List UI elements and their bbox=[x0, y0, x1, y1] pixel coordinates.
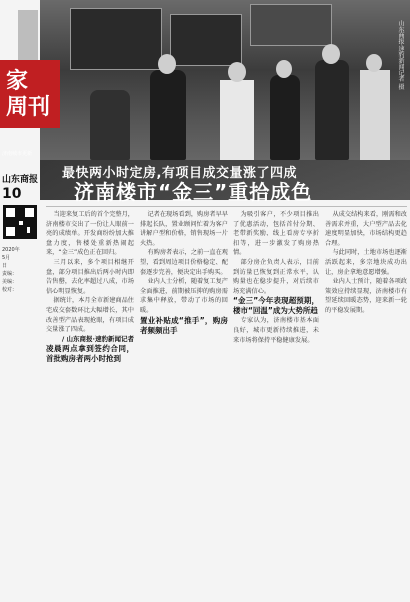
brand-title-line2: 周刊 bbox=[6, 94, 51, 120]
divider bbox=[46, 206, 407, 207]
paragraph: 据统计，本月全市新建商品住宅成交套数环比大幅增长，其中改善型产品表现抢眼，有项目成交量涨了四成。 bbox=[46, 297, 134, 334]
section-brand bbox=[0, 60, 60, 128]
paragraph: 专家认为，济南楼市基本面良好，城市更新持续推进，未来市场将保持平稳健康发展。 bbox=[233, 317, 319, 344]
headline: 济南楼市“金三”重拾成色 bbox=[74, 180, 313, 204]
display-screen bbox=[70, 8, 162, 70]
paragraph: 当迎来复工后的首个完整月，济南楼市交出了一份让人眼前一亮的成绩单。开发商纷纷加大推盘力度，售楼处重新热闹起来，“金三”成色正在回归。 bbox=[46, 211, 134, 257]
qr-code-icon bbox=[3, 205, 37, 239]
person-figure bbox=[90, 90, 130, 160]
article-column-1 bbox=[46, 210, 134, 598]
article-column-3 bbox=[233, 210, 319, 598]
paragraph: 为吸引客户，不少项目推出了优惠活动，包括首付分期、老带新奖励、线上看房专享折扣等，进一步激发了购房热情。 bbox=[233, 211, 319, 257]
issue-info-line: 美编： bbox=[2, 279, 18, 285]
paper-name: 山东商报 bbox=[2, 175, 39, 185]
person-head bbox=[276, 60, 292, 78]
issue-info-line: 5月 bbox=[2, 255, 11, 261]
issue-info-line: 2020年 bbox=[2, 247, 20, 253]
paragraph: 与此同时，土地市场也逐渐活跃起来，多宗地块成功出让，房企拿地意愿增强。 bbox=[325, 249, 407, 276]
display-screen bbox=[170, 14, 242, 66]
display-screen bbox=[250, 4, 332, 46]
paragraph: 从成交结构来看，刚需和改善需求并重，大户型产品去化速度明显加快，市场结构更趋合理。 bbox=[325, 211, 407, 247]
paragraph: 业内人士预计，随着各项政策效应持续显现，济南楼市有望延续回暖态势，迎来新一轮的平稳发展期。 bbox=[325, 278, 407, 314]
subheadline: 最快两小时定房,有项目成交量涨了四成 bbox=[62, 166, 297, 181]
person-figure bbox=[315, 60, 349, 160]
paragraph: 记者在现场看到，购房者早早排起长队，置业顾问忙着为客户讲解户型和价格，销售现场一片火热。 bbox=[140, 211, 228, 247]
brand-title-line1: 家 bbox=[6, 68, 29, 94]
section-heading: “金三”今年表现超预期，楼市“回温”成为大势所趋 bbox=[233, 296, 319, 316]
paragraph: 有购房者表示，之前一直在观望，看到周边项目价格稳定、配套逐步完善，便决定出手购买。 bbox=[140, 249, 228, 276]
person-head bbox=[366, 54, 382, 72]
paragraph: 部分房企负责人表示，目前到访量已恢复到正常水平，认购量也在稳步提升，对后续市场充满信心。 bbox=[233, 258, 319, 295]
article-column-2 bbox=[140, 210, 228, 598]
person-figure bbox=[220, 80, 254, 160]
byline: / 山东商报·速豹新闻记者 bbox=[61, 334, 134, 343]
issue-info bbox=[2, 246, 20, 294]
brand-subtitle: 济南城市更新 bbox=[2, 151, 33, 157]
person-head bbox=[322, 44, 340, 64]
person-figure bbox=[270, 75, 300, 160]
side-column bbox=[0, 0, 51, 602]
person-head bbox=[158, 54, 176, 74]
issue-info-line: 校对： bbox=[2, 287, 18, 293]
section-heading: 置业补贴成“推手”，购房者频频出手 bbox=[140, 315, 228, 335]
issue-info-line: 责编： bbox=[2, 271, 18, 277]
page-number: 10 bbox=[2, 186, 22, 202]
paragraph: 三月以来，多个项目相继开盘，部分项目推出后两小时内即告售罄，去化率超过八成，市场信心明显恢复。 bbox=[46, 258, 134, 295]
article-column-4 bbox=[325, 210, 407, 598]
person-figure bbox=[150, 70, 186, 160]
issue-info-line: 日 bbox=[2, 263, 8, 269]
person-figure bbox=[360, 70, 390, 160]
paragraph: 业内人士分析，随着复工复产全面推进，前期被压抑的购房需求集中释放，带动了市场的回暖。 bbox=[140, 278, 228, 314]
section-heading: 凌晨两点拿到签约合同，首批购房者两小时抢到 bbox=[46, 344, 134, 364]
person-head bbox=[228, 62, 246, 82]
photo-credit: 山东商报·速豹新闻记者 摄 bbox=[397, 20, 404, 90]
